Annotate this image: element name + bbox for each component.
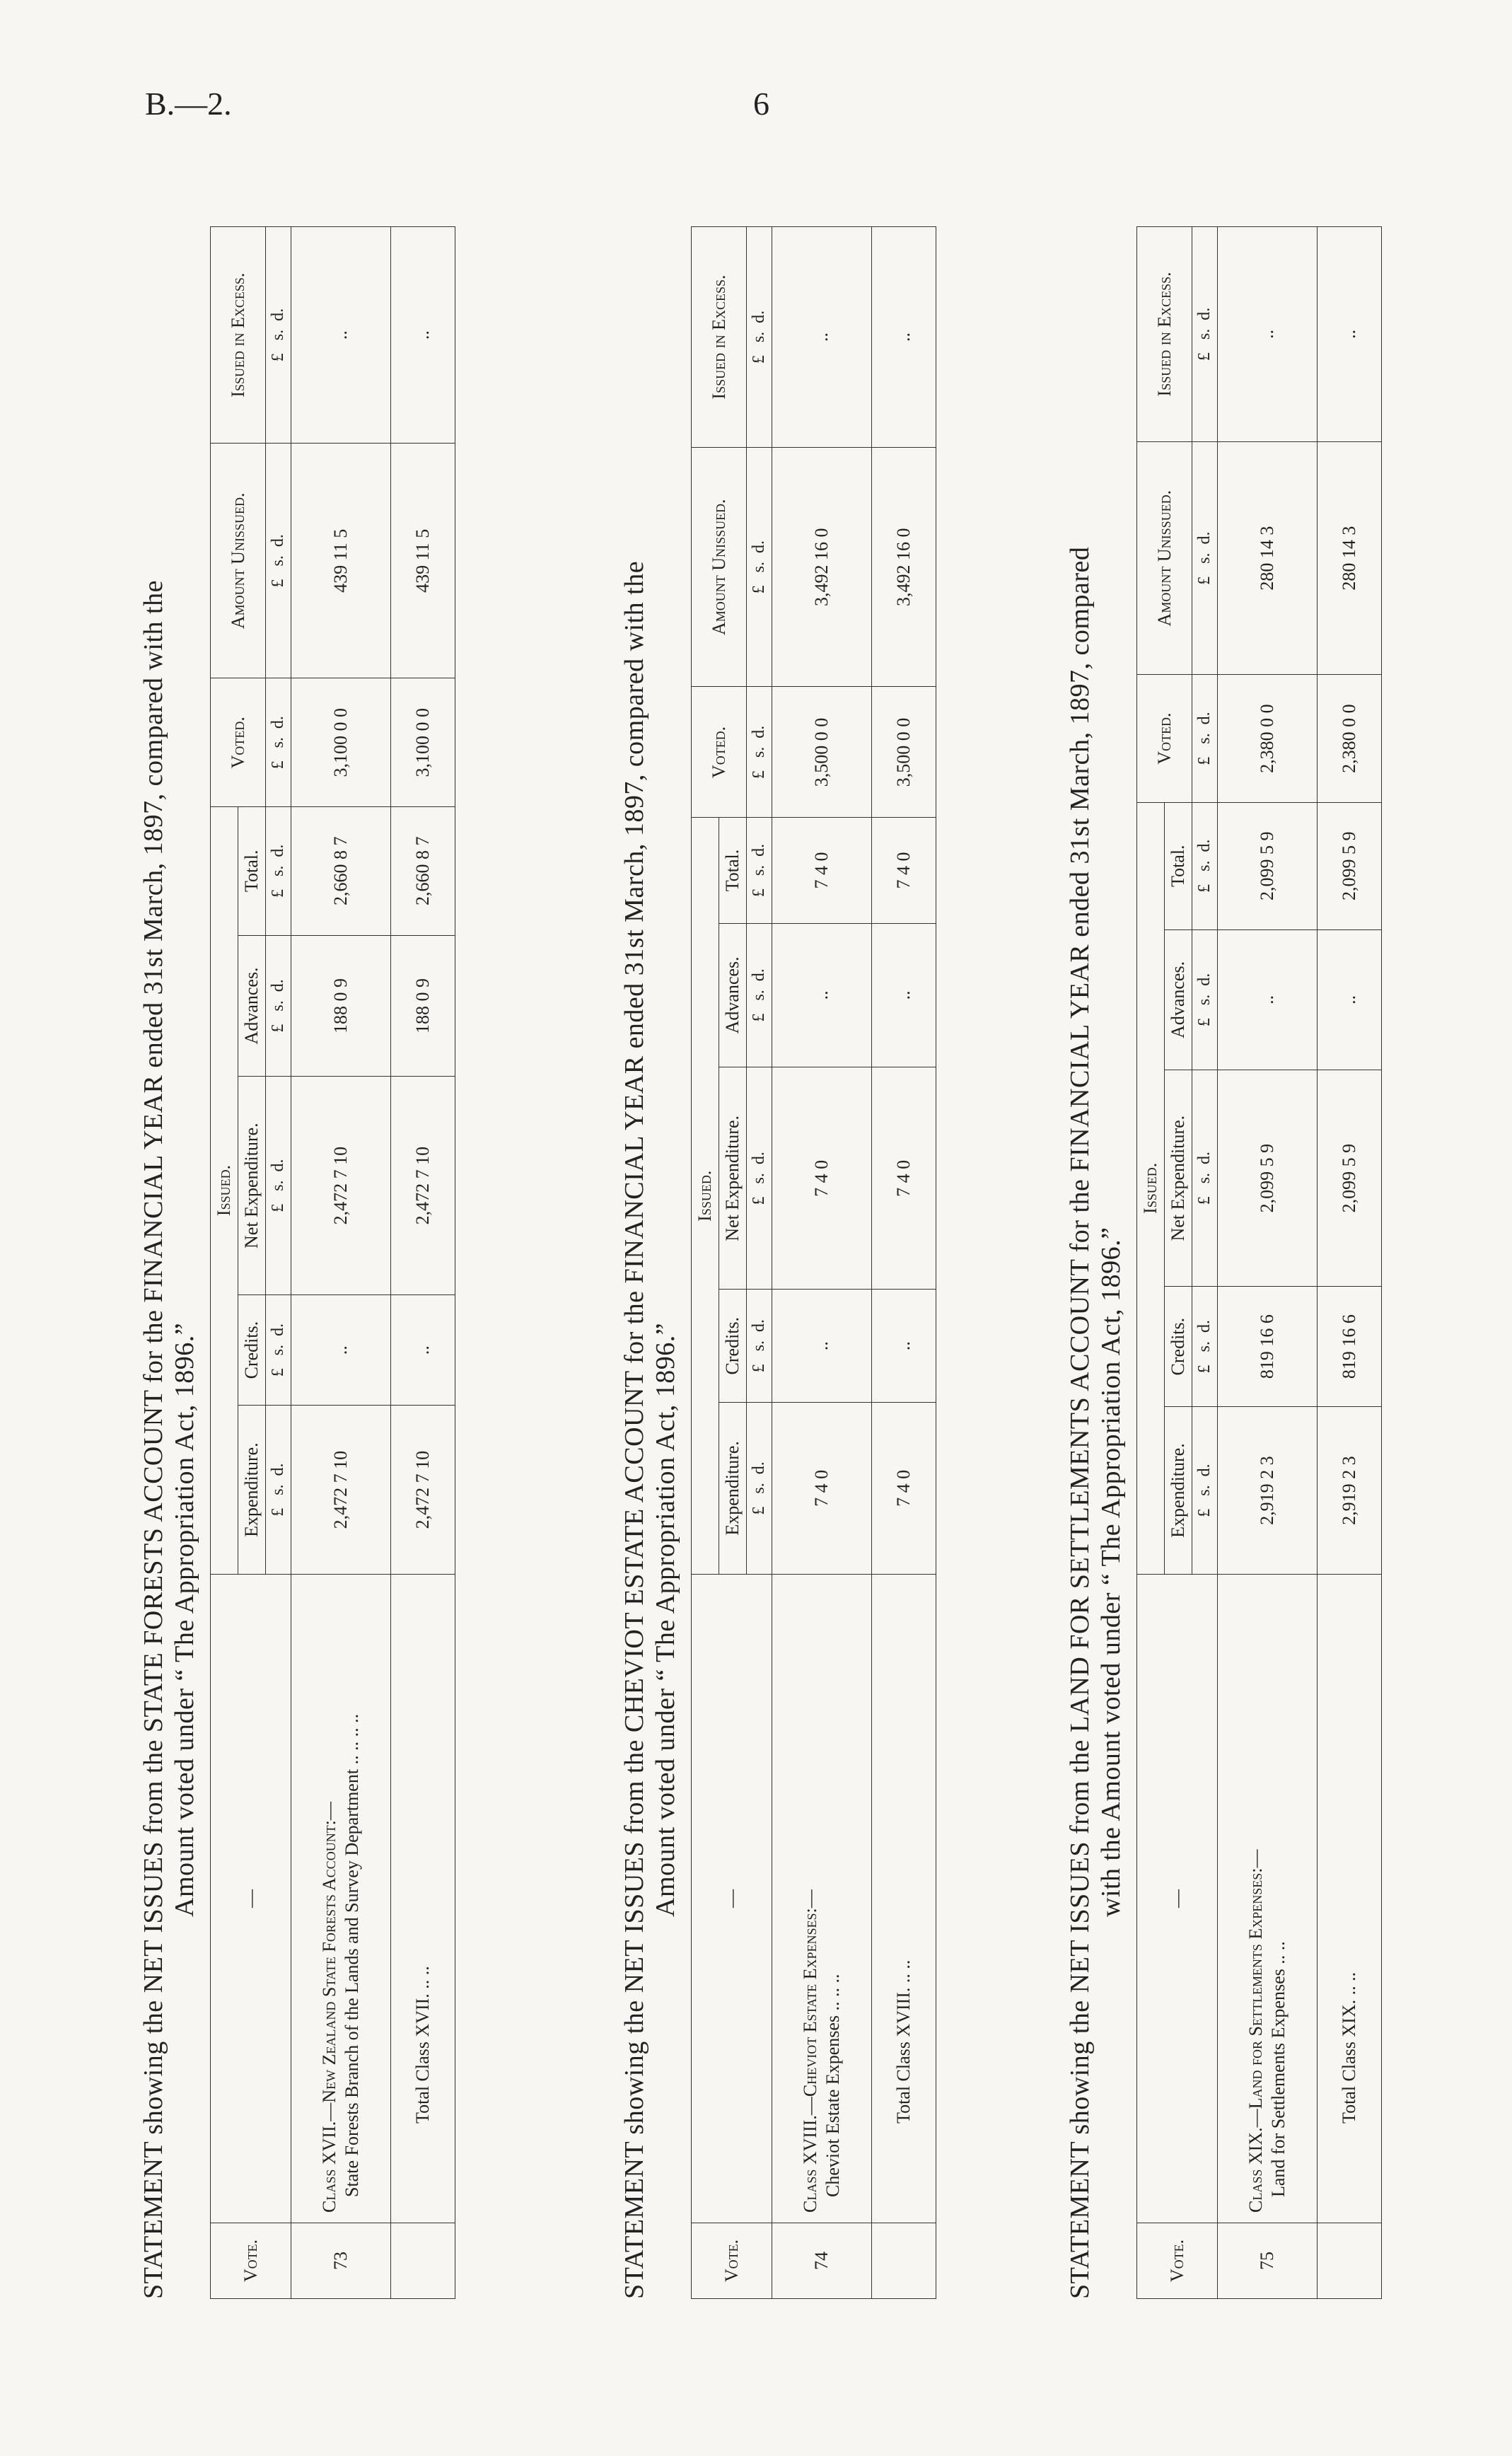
header-voted: Voted. (1137, 675, 1192, 802)
unit-label: £ s. d. (1192, 675, 1218, 802)
unit-label: £ s. d. (266, 227, 291, 444)
vote-number: 75 (1218, 2223, 1318, 2299)
header-total: Total. (1165, 802, 1192, 929)
unit-label: £ s. d. (266, 444, 291, 678)
total-net-expenditure: 2,472 7 10 (391, 1077, 455, 1295)
unit-label: £ s. d. (1192, 929, 1218, 1070)
header-issued-in-excess: Issued in Excess. (211, 227, 266, 444)
net-expenditure-value: 2,099 5 9 (1218, 1070, 1318, 1287)
total-expenditure: 2,472 7 10 (391, 1406, 455, 1575)
total-row (391, 227, 455, 2299)
total-advances: 188 0 9 (391, 935, 455, 1077)
total-excess: .. (1318, 227, 1382, 442)
header-description: — (692, 1575, 772, 2223)
unit-label: £ s. d. (266, 935, 291, 1077)
net-expenditure-value: 7 4 0 (772, 1067, 872, 1290)
header-issued-in-excess: Issued in Excess. (692, 227, 747, 448)
total-label: Total Class XVII. .. .. (391, 1575, 455, 2223)
title-line-2: Amount voted under “ The Appropriation Act, 1896.” (170, 1322, 199, 1917)
header-net-expenditure: Net Expenditure. (719, 1067, 747, 1290)
header-advances: Advances. (1165, 929, 1192, 1070)
header-vote: Vote. (211, 2223, 291, 2299)
total-credits: 819 16 6 (1318, 1287, 1382, 1407)
page-number: 6 (753, 86, 769, 122)
item-label: State Forests Branch of the Lands and Survey Department .. .. .. .. (342, 1713, 362, 2197)
header-advances: Advances. (238, 935, 266, 1077)
header-amount-unissued: Amount Unissued. (692, 447, 747, 687)
credits-value: 819 16 6 (1218, 1287, 1318, 1407)
header-description: — (1137, 1575, 1218, 2223)
unit-label: £ s. d. (747, 923, 772, 1067)
header-net-expenditure: Net Expenditure. (1165, 1070, 1192, 1287)
total-value: 7 4 0 (772, 818, 872, 923)
unit-label: £ s. d. (747, 1402, 772, 1574)
header-voted: Voted. (692, 687, 747, 818)
credits-value: .. (291, 1294, 391, 1405)
total-total: 2,660 8 7 (391, 807, 455, 936)
total-unissued: 439 11 5 (391, 444, 455, 678)
unit-label: £ s. d. (1192, 802, 1218, 929)
expenditure-value: 2,472 7 10 (291, 1406, 391, 1575)
unit-label: £ s. d. (266, 1077, 291, 1295)
expenditure-value: 2,919 2 3 (1218, 1407, 1318, 1575)
unit-label: £ s. d. (1192, 441, 1218, 675)
statement-table (691, 226, 936, 2299)
vote-number: 73 (291, 2223, 391, 2299)
unit-label: £ s. d. (747, 818, 772, 923)
header-credits: Credits. (1165, 1287, 1192, 1407)
total-voted: 3,500 0 0 (872, 687, 936, 818)
statement-title (1064, 177, 1127, 2299)
table-row (291, 227, 391, 2299)
voted-value: 3,500 0 0 (772, 687, 872, 818)
total-excess: .. (872, 227, 936, 448)
table-row (772, 227, 872, 2299)
class-description (772, 1575, 872, 2223)
total-expenditure: 7 4 0 (872, 1402, 936, 1574)
header-issued: Issued. (692, 818, 719, 1575)
page-reference: B.—2. (145, 86, 232, 122)
total-unissued: 280 14 3 (1318, 441, 1382, 675)
unit-label: £ s. d. (1192, 1070, 1218, 1287)
total-label: Total Class XVIII. .. .. (872, 1575, 936, 2223)
class-description (1218, 1575, 1318, 2223)
total-total: 2,099 5 9 (1318, 802, 1382, 929)
table-row (1218, 227, 1318, 2299)
header-voted: Voted. (211, 678, 266, 807)
total-unissued: 3,492 16 0 (872, 447, 936, 687)
item-label: Cheviot Estate Expenses .. .. .. (822, 1974, 843, 2197)
item-label: Land for Settlements Expenses .. .. (1268, 1941, 1289, 2197)
total-credits: .. (391, 1294, 455, 1405)
header-issued-in-excess: Issued in Excess. (1137, 227, 1192, 442)
header-net-expenditure: Net Expenditure. (238, 1077, 266, 1295)
title-line-1: STATEMENT showing the NET ISSUES from the LAND FOR SETTLEMENTS ACCOUNT for the FINANCIAL YEAR ended 31st March, 1897, compared (1065, 546, 1095, 2299)
header-expenditure: Expenditure. (719, 1402, 747, 1574)
total-advances: .. (872, 923, 936, 1067)
excess-value: .. (772, 227, 872, 448)
total-total: 7 4 0 (872, 818, 936, 923)
unissued-value: 280 14 3 (1218, 441, 1318, 675)
header-expenditure: Expenditure. (1165, 1407, 1192, 1575)
header-credits: Credits. (238, 1294, 266, 1405)
advances-value: 188 0 9 (291, 935, 391, 1077)
unit-label: £ s. d. (1192, 1287, 1218, 1407)
unissued-value: 3,492 16 0 (772, 447, 872, 687)
statement-block (1064, 177, 1460, 2299)
unissued-value: 439 11 5 (291, 444, 391, 678)
voted-value: 2,380 0 0 (1218, 675, 1318, 802)
advances-value: .. (1218, 929, 1318, 1070)
total-vote-cell (391, 2223, 455, 2299)
net-expenditure-value: 2,472 7 10 (291, 1077, 391, 1295)
header-description: — (211, 1575, 291, 2223)
title-line-1: STATEMENT showing the NET ISSUES from the CHEVIOT ESTATE ACCOUNT for the FINANCIAL YEAR ended 31st March, 1897, compared with the (620, 560, 649, 2299)
header-total: Total. (238, 807, 266, 936)
header-total: Total. (719, 818, 747, 923)
total-value: 2,660 8 7 (291, 807, 391, 936)
total-excess: .. (391, 227, 455, 444)
total-voted: 3,100 0 0 (391, 678, 455, 807)
unit-label: £ s. d. (747, 1290, 772, 1402)
unit-label: £ s. d. (1192, 1407, 1218, 1575)
total-voted: 2,380 0 0 (1318, 675, 1382, 802)
voted-value: 3,100 0 0 (291, 678, 391, 807)
advances-value: .. (772, 923, 872, 1067)
credits-value: .. (772, 1290, 872, 1402)
statement-block (138, 177, 534, 2299)
header-issued: Issued. (211, 807, 238, 1575)
unit-label: £ s. d. (266, 678, 291, 807)
unit-label: £ s. d. (747, 1067, 772, 1290)
unit-label: £ s. d. (266, 1294, 291, 1405)
title-line-1: STATEMENT showing the NET ISSUES from the STATE FORESTS ACCOUNT for the FINANCIAL YEAR ended 31st March, 1897, compared with the (139, 580, 168, 2299)
excess-value: .. (291, 227, 391, 444)
unit-label: £ s. d. (1192, 227, 1218, 442)
excess-value: .. (1218, 227, 1318, 442)
statement-title (138, 177, 200, 2299)
header-amount-unissued: Amount Unissued. (1137, 441, 1192, 675)
class-description (291, 1575, 391, 2223)
unit-label: £ s. d. (747, 447, 772, 687)
header-credits: Credits. (719, 1290, 747, 1402)
statement-title (619, 177, 681, 2299)
total-value: 2,099 5 9 (1218, 802, 1318, 929)
unit-label: £ s. d. (266, 1406, 291, 1575)
title-line-2: Amount voted under “ The Appropriation Act, 1896.” (651, 1322, 680, 1917)
expenditure-value: 7 4 0 (772, 1402, 872, 1574)
statement-table (210, 226, 455, 2299)
total-net-expenditure: 7 4 0 (872, 1067, 936, 1290)
total-net-expenditure: 2,099 5 9 (1318, 1070, 1382, 1287)
total-vote-cell (1318, 2223, 1382, 2299)
total-expenditure: 2,919 2 3 (1318, 1407, 1382, 1575)
class-heading: Class XVIII.—Cheviot Estate Expenses:— (800, 1889, 820, 2213)
unit-label: £ s. d. (747, 687, 772, 818)
total-row (1318, 227, 1382, 2299)
header-amount-unissued: Amount Unissued. (211, 444, 266, 678)
total-row (872, 227, 936, 2299)
header-issued: Issued. (1137, 802, 1165, 1574)
header-vote: Vote. (1137, 2223, 1218, 2299)
vote-number: 74 (772, 2223, 872, 2299)
total-advances: .. (1318, 929, 1382, 1070)
total-vote-cell (872, 2223, 936, 2299)
statement-block (619, 177, 1015, 2299)
class-heading: Class XVII.—New Zealand State Forests Account:— (319, 1802, 339, 2213)
unit-label: £ s. d. (747, 227, 772, 448)
header-expenditure: Expenditure. (238, 1406, 266, 1575)
total-label: Total Class XIX. .. .. (1318, 1575, 1382, 2223)
title-line-2: with the Amount voted under “ The Appropriation Act, 1896.” (1096, 1227, 1126, 1917)
unit-label: £ s. d. (266, 807, 291, 936)
class-heading: Class XIX.—Land for Settlements Expenses:— (1245, 1849, 1266, 2213)
header-advances: Advances. (719, 923, 747, 1067)
header-vote: Vote. (692, 2223, 772, 2299)
statement-table (1136, 226, 1382, 2299)
total-credits: .. (872, 1290, 936, 1402)
